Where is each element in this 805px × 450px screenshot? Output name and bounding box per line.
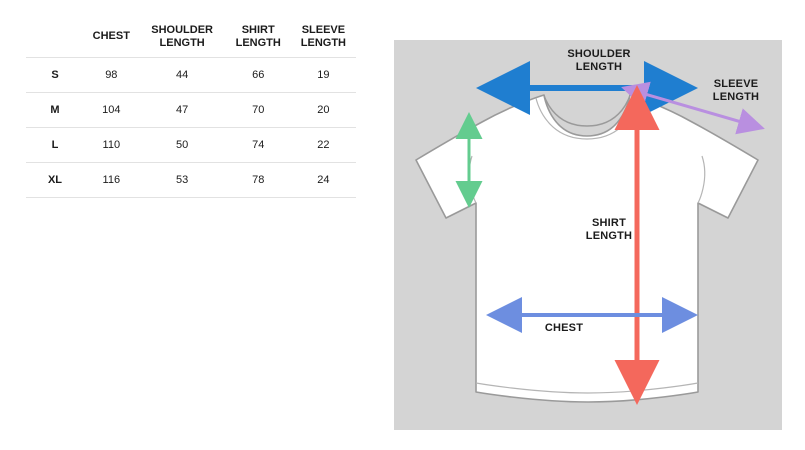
table-corner-cell xyxy=(26,18,84,58)
sleeve-length-label-line1: SLEEVE xyxy=(713,78,759,90)
cell-chest: 104 xyxy=(84,93,139,128)
shirt-length-label-line1: SHIRT xyxy=(592,217,626,229)
column-header-chest xyxy=(84,18,139,58)
cell-sleeve-length: 22 xyxy=(291,128,356,163)
column-header-shoulder-length xyxy=(139,18,226,58)
row-size-label: XL xyxy=(26,163,84,198)
table-row xyxy=(26,93,356,128)
shoulder-length-label-line1: SHOULDER xyxy=(567,48,631,60)
cell-shoulder-length: 44 xyxy=(139,58,226,93)
cell-shoulder-length: 53 xyxy=(139,163,226,198)
shirt-length-label xyxy=(564,217,654,243)
tshirt-illustration xyxy=(416,95,758,402)
table-row xyxy=(26,128,356,163)
sleeve-length-label xyxy=(694,78,778,104)
column-header-sleeve-length xyxy=(291,18,356,58)
cell-chest: 98 xyxy=(84,58,139,93)
column-header-shirt-length-line1: SHIRT xyxy=(241,24,275,36)
table-header-row xyxy=(26,18,356,58)
size-chart-table-container xyxy=(26,18,356,198)
cell-sleeve-length: 24 xyxy=(291,163,356,198)
row-size-label: M xyxy=(26,93,84,128)
column-header-shoulder-length-line1: SHOULDER xyxy=(151,24,213,36)
tshirt-measurement-diagram xyxy=(394,40,782,430)
table-row xyxy=(26,163,356,198)
shoulder-length-label-line2: LENGTH xyxy=(575,61,623,74)
table-row xyxy=(26,58,356,93)
cell-shirt-length: 70 xyxy=(226,93,291,128)
cell-sleeve-length: 20 xyxy=(291,93,356,128)
cell-shirt-length: 78 xyxy=(226,163,291,198)
shoulder-length-label xyxy=(539,48,659,74)
cell-chest: 116 xyxy=(84,163,139,198)
sleeve-length-label-line2: LENGTH xyxy=(712,91,760,104)
column-header-sleeve-length-line2: LENGTH xyxy=(300,36,347,49)
column-header-sleeve-length-line1: SLEEVE xyxy=(301,24,346,36)
table-body xyxy=(26,58,356,198)
column-header-shoulder-length-line2: LENGTH xyxy=(159,36,205,49)
column-header-shirt-length-line2: LENGTH xyxy=(235,36,281,49)
cell-shirt-length: 74 xyxy=(226,128,291,163)
row-size-label: S xyxy=(26,58,84,93)
table-header xyxy=(26,18,356,58)
cell-shoulder-length: 50 xyxy=(139,128,226,163)
tshirt-collar-inner xyxy=(544,95,630,126)
tshirt-outline-shape xyxy=(416,95,758,402)
row-size-label: L xyxy=(26,128,84,163)
cell-chest: 110 xyxy=(84,128,139,163)
column-header-chest-line1: CHEST xyxy=(92,30,130,43)
cell-shirt-length: 66 xyxy=(226,58,291,93)
shirt-length-label-line2: LENGTH xyxy=(585,230,633,243)
cell-shoulder-length: 47 xyxy=(139,93,226,128)
chest-label: CHEST xyxy=(544,322,584,334)
cell-sleeve-length: 19 xyxy=(291,58,356,93)
size-chart-table xyxy=(26,18,356,198)
column-header-shirt-length xyxy=(226,18,291,58)
